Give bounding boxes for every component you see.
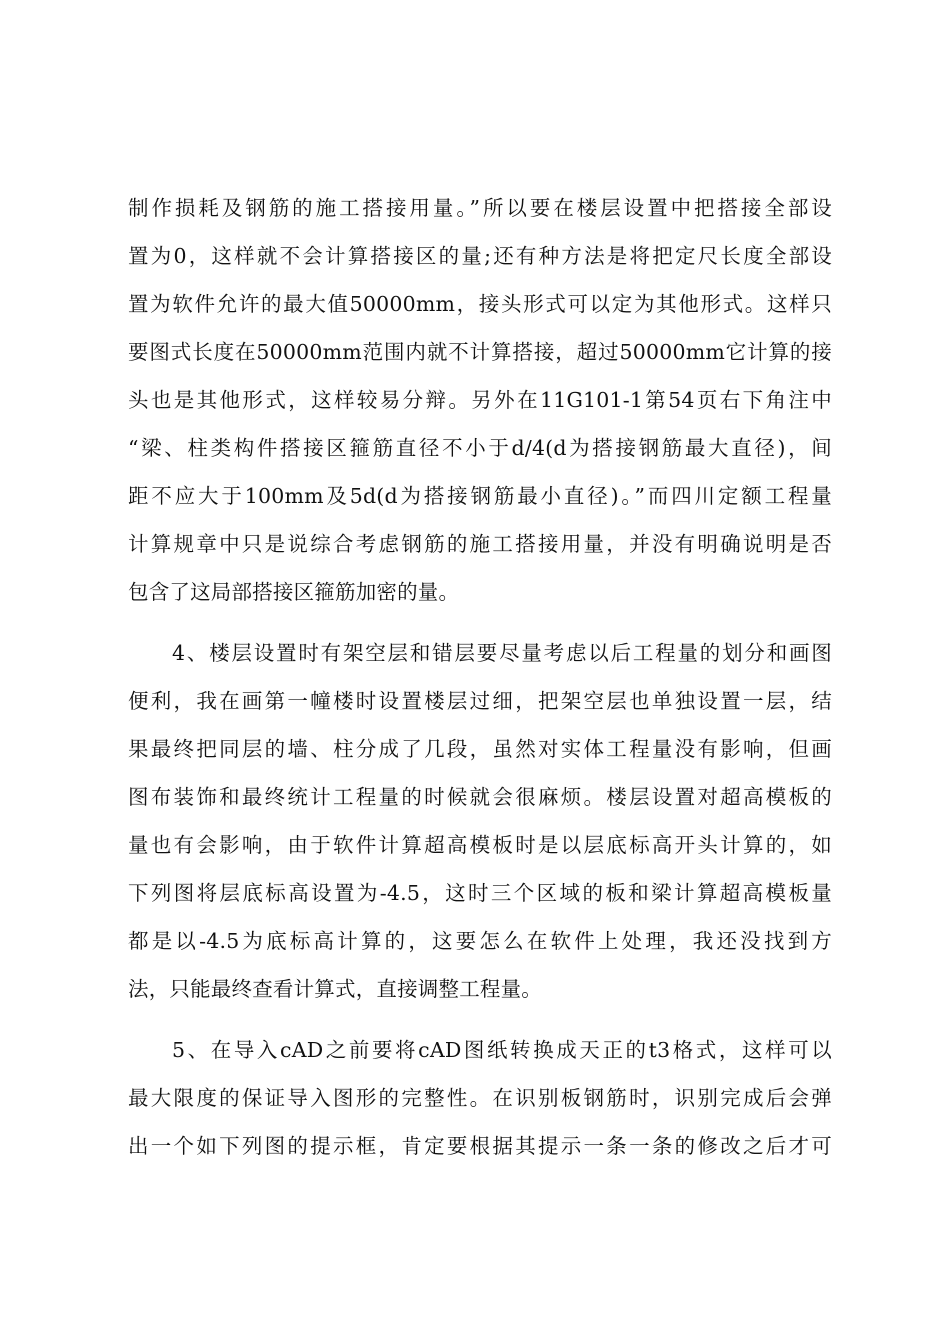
paragraph-2-line-5: 量也有会影响，由于软件计算超高模板时是以层底标高开头计算的，如	[128, 833, 832, 857]
paragraph-1-line-5: 头也是其他形式，这样较易分辩。另外在11G101-1第54页右下角注中	[128, 388, 832, 412]
paragraph-3-line-3: 出一个如下列图的提示框，肯定要根据其提示一条一条的修改之后才可	[128, 1134, 832, 1158]
paragraph-2-line-2: 便利，我在画第一幢楼时设置楼层过细，把架空层也单独设置一层，结	[128, 689, 832, 713]
paragraph-2-line-3: 果最终把同层的墙、柱分成了几段，虽然对实体工程量没有影响，但画	[128, 737, 832, 761]
paragraph-2-line-1: 4、楼层设置时有架空层和错层要尽量考虑以后工程量的划分和画图	[172, 641, 832, 665]
paragraph-1-line-7: 距不应大于100mm及5d(d为搭接钢筋最小直径)。”而四川定额工程量	[128, 484, 832, 508]
paragraph-1-line-1: 制作损耗及钢筋的施工搭接用量。”所以要在楼层设置中把搭接全部设	[128, 196, 832, 220]
paragraph-1-line-9: 包含了这局部搭接区箍筋加密的量。	[128, 580, 460, 604]
paragraph-3-line-1: 5、在导入cAD之前要将cAD图纸转换成天正的t3格式，这样可以	[172, 1038, 832, 1062]
paragraph-2-line-7: 都是以-4.5为底标高计算的，这要怎么在软件上处理，我还没找到方	[128, 929, 832, 953]
paragraph-1-line-8: 计算规章中只是说综合考虑钢筋的施工搭接用量，并没有明确说明是否	[128, 532, 832, 556]
paragraph-1-line-4: 要图式长度在50000mm范围内就不计算搭接，超过50000mm它计算的接	[128, 340, 832, 364]
paragraph-1-line-6: “梁、柱类构件搭接区箍筋直径不小于d/4(d为搭接钢筋最大直径)，间	[128, 436, 832, 460]
paragraph-2-line-6: 下列图将层底标高设置为-4.5，这时三个区域的板和梁计算超高模板量	[128, 881, 832, 905]
paragraph-1-line-3: 置为软件允许的最大值50000mm，接头形式可以定为其他形式。这样只	[128, 292, 832, 316]
paragraph-1-line-2: 置为0，这样就不会计算搭接区的量;还有种方法是将把定尺长度全部设	[128, 244, 832, 268]
paragraph-2-line-4: 图布装饰和最终统计工程量的时候就会很麻烦。楼层设置对超高模板的	[128, 785, 832, 809]
document-body	[128, 0, 832, 1344]
paragraph-3-line-2: 最大限度的保证导入图形的完整性。在识别板钢筋时，识别完成后会弹	[128, 1086, 832, 1110]
paragraph-2-line-8: 法，只能最终查看计算式，直接调整工程量。	[128, 977, 542, 1001]
